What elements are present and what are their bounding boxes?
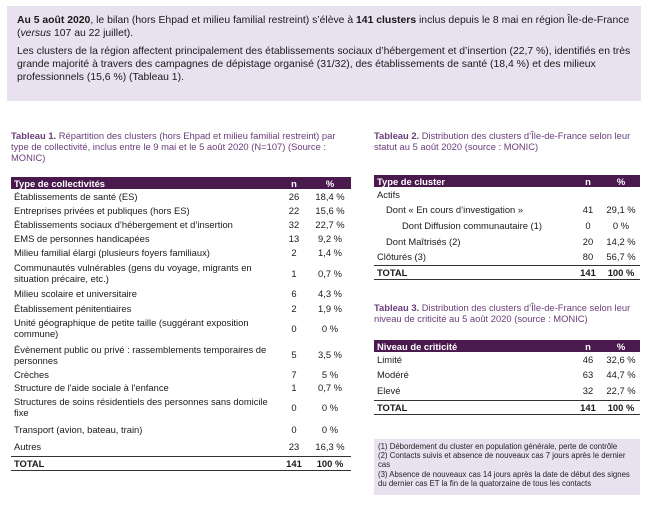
row-label: Dont Diffusion communautaire (1): [402, 219, 542, 231]
table1-header-type: Type de collectivités: [11, 177, 279, 189]
row-label: Autres: [14, 441, 42, 453]
table-row: [374, 366, 640, 382]
row-count: 2: [291, 247, 297, 258]
table1-header-row: [11, 177, 351, 189]
total-count: 141: [279, 456, 309, 470]
row-percent: 0 %: [321, 401, 339, 413]
table-row: [11, 438, 351, 456]
row-label: Transport (avion, bateau, train): [14, 423, 143, 435]
table-row: [11, 245, 351, 260]
table3-caption: Tableau 3. Distribution des clusters d’Île-de-France selon leur niveau de criticité au 5 août 2020 (source : MONIC): [374, 302, 631, 324]
row-percent: 5 %: [321, 369, 339, 380]
row-percent: 18,4 %: [315, 190, 345, 202]
total-row: [11, 456, 351, 470]
table-row: [11, 231, 351, 245]
table-clusters-by-collectivity: [11, 177, 351, 471]
row-percent: 22,7 %: [606, 385, 636, 397]
total-percent: 100 %: [602, 400, 640, 414]
table3-header-pct: %: [602, 340, 640, 352]
table-row: [11, 420, 351, 438]
table1-header-n: n: [279, 177, 309, 189]
row-percent: 0,7 %: [318, 382, 342, 393]
total-label: TOTAL: [11, 456, 279, 470]
row-count: 26: [288, 190, 300, 202]
row-percent: 15,6 %: [315, 204, 345, 216]
row-percent: 0 %: [321, 322, 339, 334]
row-count: 80: [582, 251, 594, 263]
row-count: 13: [288, 232, 300, 244]
total-count: 141: [574, 400, 602, 414]
row-percent: 9,2 %: [318, 232, 342, 244]
row-percent: 14,2 %: [606, 235, 636, 247]
row-count: 6: [291, 288, 297, 299]
row-count: [574, 187, 602, 201]
row-percent: 29,1 %: [606, 203, 636, 215]
row-count: 20: [582, 235, 594, 247]
row-percent: [602, 187, 640, 201]
table-clusters-by-criticality: [374, 340, 640, 415]
row-percent: 4,3 %: [318, 288, 342, 299]
total-percent: 100 %: [309, 456, 351, 470]
row-percent: 22,7 %: [315, 218, 345, 230]
table3-header-level: Niveau de criticité: [374, 340, 574, 352]
table-row: [11, 301, 351, 315]
row-label: EMS de personnes handicapées: [14, 232, 150, 244]
table-row: [11, 260, 351, 286]
table2-header-pct: %: [602, 175, 640, 187]
table2-header-n: n: [574, 175, 602, 187]
row-label: Clôturés (3): [377, 251, 426, 263]
table1-header-pct: %: [309, 177, 351, 189]
table-row: [374, 217, 640, 233]
table-row: [11, 381, 351, 394]
row-label: Structures de soins résidentiels des personnes sans domicile fixe: [14, 396, 268, 418]
row-count: 7: [291, 369, 297, 380]
row-label: Entreprises privées et publiques (hors ES): [14, 204, 190, 216]
total-row: [374, 265, 640, 279]
footnote-1: (1) Débordement du cluster en population générale, perte de contrôle: [378, 442, 618, 451]
row-label: Actifs: [377, 188, 400, 200]
row-percent: 32,6 %: [606, 353, 636, 365]
row-count: 5: [291, 349, 297, 360]
row-label: Établissements de santé (ES): [14, 190, 138, 202]
row-label: Milieu scolaire et universitaire: [14, 288, 137, 299]
table2-header-row: [374, 175, 640, 187]
table3-header-n: n: [574, 340, 602, 352]
row-label: Établissements sociaux d’hébergement et d’insertion: [14, 218, 233, 230]
row-percent: 1,4 %: [318, 247, 342, 258]
row-label: Structure de l'aide sociale à l'enfance: [14, 382, 169, 393]
row-count: 1: [291, 382, 297, 393]
table-row: [11, 189, 351, 203]
table3-header-row: [374, 340, 640, 352]
row-label: Évènement public ou privé : rassemblements temporaires de personnes: [14, 343, 267, 366]
table-row: [11, 341, 351, 368]
row-percent: 56,7 %: [606, 251, 636, 263]
row-count: 41: [582, 203, 594, 215]
table-row: [374, 201, 640, 217]
table-row: [11, 286, 351, 301]
footnote-3: (3) Absence de nouveaux cas 14 jours après la date de début des signes du dernier cas ET la fin de la quatorzaine de tous les contacts: [378, 469, 630, 488]
row-percent: 0,7 %: [318, 267, 342, 279]
total-percent: 100 %: [602, 265, 640, 279]
row-label: Communautés vulnérables (gens du voyage, migrants en situation précaire, etc.): [14, 262, 252, 284]
row-count: 0: [291, 322, 297, 334]
table-clusters-by-status: [374, 175, 640, 280]
row-count: 2: [291, 302, 297, 314]
row-percent: 0 %: [612, 219, 630, 231]
table2-caption: Tableau 2. Distribution des clusters d’Île-de-France selon leur statut au 5 août 2020 (source : MONIC): [374, 130, 631, 152]
table-row: [11, 203, 351, 217]
total-label: TOTAL: [374, 265, 574, 279]
footnotes-box: [374, 439, 640, 495]
total-row: [374, 400, 640, 414]
row-count: 1: [291, 267, 297, 279]
row-count: 63: [582, 368, 594, 380]
table1-caption: Tableau 1. Répartition des clusters (hors Ehpad et milieu familial restreint) par type de collectivité, inclus entre le 9 mai et le 5 août 2020 (N=107) (Source : MONIC): [11, 130, 336, 163]
footnote-2: (2) Contacts suivis et absence de nouveaux cas 7 jours après le dernier cas: [378, 451, 626, 470]
row-count: 46: [582, 353, 594, 365]
row-count: 32: [288, 218, 300, 230]
table-row: [374, 382, 640, 400]
row-label: Dont « En cours d’investigation »: [386, 203, 524, 215]
total-label: TOTAL: [374, 400, 574, 414]
row-count: 22: [288, 204, 300, 216]
summary-paragraph-1: Au 5 août 2020, le bilan (hors Ehpad et milieu familial restreint) s’élève à 141 clusters inclus depuis le 8 mai en région Île-de-France (versus 107 au 22 juillet).: [17, 15, 630, 39]
row-label: Milieu familial élargi (plusieurs foyers familiaux): [14, 247, 210, 258]
summary-paragraph-2: Les clusters de la région affectent principalement des établissements sociaux d’hébergement et d’insertion (22,7 %), identifiés en très grande majorité à travers des campagnes de dépistage organisé (31/32), des établissements de santé (18,4 %) et des milieux professionnels (15,6 %) (Tableau 1).: [17, 46, 631, 83]
row-label: Établissement pénitentiaires: [14, 302, 132, 314]
table2-header-type: Type de cluster: [374, 175, 574, 187]
row-percent: 1,9 %: [318, 302, 342, 314]
row-label: Crèches: [14, 369, 49, 380]
row-label: Unité géographique de petite taille (suggérant exposition commune): [14, 317, 249, 339]
total-count: 141: [574, 265, 602, 279]
row-count: 0: [291, 423, 297, 435]
row-count: 23: [288, 441, 300, 453]
table-row: [11, 368, 351, 381]
row-label: Dont Maîtrisés (2): [386, 235, 461, 247]
row-count: 0: [291, 401, 297, 413]
row-count: 0: [585, 219, 591, 231]
table-row: [11, 315, 351, 341]
row-percent: 16,3 %: [315, 441, 345, 453]
table-row: [374, 187, 640, 201]
row-label: Limité: [377, 353, 403, 365]
row-percent: 3,5 %: [318, 349, 342, 360]
row-percent: 0 %: [321, 423, 339, 435]
table-row: [374, 249, 640, 265]
summary-box: [7, 6, 641, 101]
table-row: [11, 217, 351, 231]
row-count: 32: [582, 385, 594, 397]
row-percent: 44,7 %: [606, 368, 636, 380]
row-label: Elevé: [377, 385, 401, 397]
table-row: [374, 233, 640, 249]
table-row: [11, 394, 351, 420]
table-row: [374, 352, 640, 366]
row-label: Modéré: [377, 368, 409, 380]
